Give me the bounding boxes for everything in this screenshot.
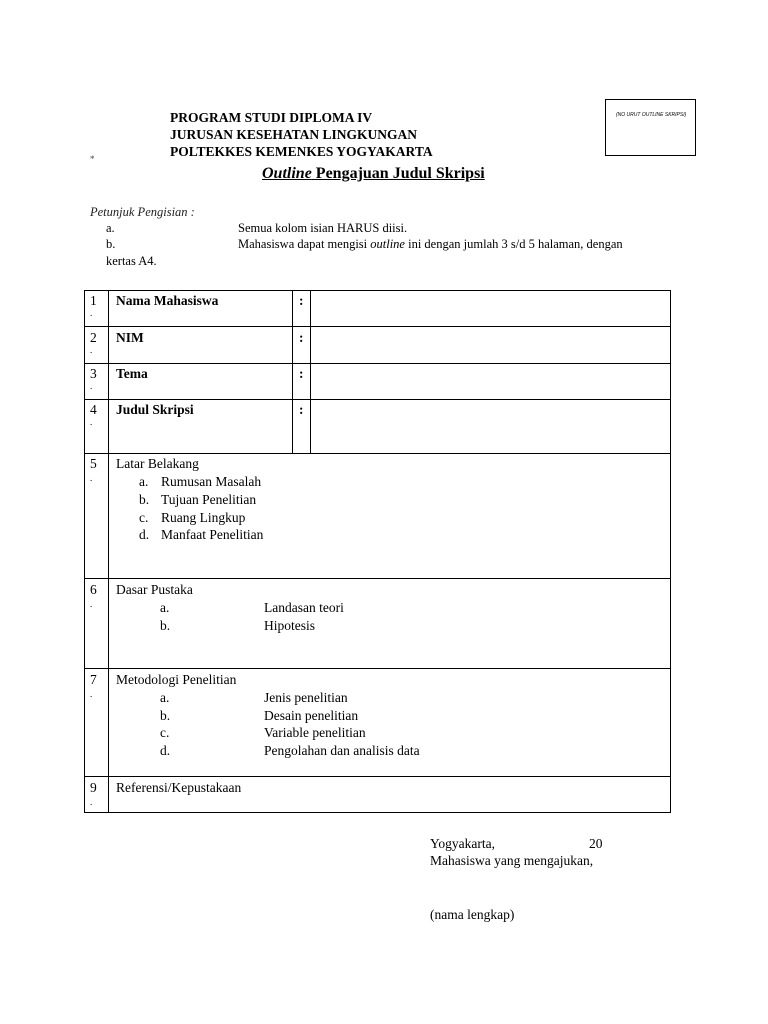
section-7-item-d: Pengolahan dan analisis data bbox=[264, 743, 420, 758]
row-2-colon: : bbox=[299, 330, 304, 345]
section-7-dot: . bbox=[90, 689, 93, 699]
section-5-number: 5 bbox=[90, 456, 97, 471]
row-2-dot: . bbox=[90, 345, 93, 355]
section-7-item-d-letter: d. bbox=[160, 743, 171, 758]
header-line-1: PROGRAM STUDI DIPLOMA IV bbox=[170, 110, 373, 125]
instruction-b-continuation: kertas A4. bbox=[106, 254, 157, 268]
section-9-number: 9 bbox=[90, 780, 97, 795]
row-1-colon: : bbox=[299, 293, 304, 308]
section-6-label: Dasar Pustaka bbox=[116, 582, 193, 597]
section-5-item-a: Rumusan Masalah bbox=[161, 474, 262, 489]
header-line-3: POLTEKKES KEMENKES YOGYAKARTA bbox=[170, 144, 433, 159]
signature-name: (nama lengkap) bbox=[430, 907, 515, 922]
section-6-number: 6 bbox=[90, 582, 97, 597]
section-7-item-a-letter: a. bbox=[160, 690, 170, 705]
row-1-label: Nama Mahasiswa bbox=[116, 293, 219, 308]
row-2-input-field[interactable] bbox=[312, 328, 670, 362]
signature-year: 20 bbox=[589, 836, 603, 851]
instruction-a-text: Semua kolom isian HARUS diisi. bbox=[238, 221, 408, 235]
signature-role: Mahasiswa yang mengajukan, bbox=[430, 853, 594, 868]
outline-number-box bbox=[605, 99, 696, 156]
section-5-item-a-letter: a. bbox=[139, 474, 149, 489]
section-7-item-c-letter: c. bbox=[160, 725, 170, 740]
row-3-dot: . bbox=[90, 381, 93, 391]
section-7-number: 7 bbox=[90, 672, 97, 687]
section-6-item-a: Landasan teori bbox=[264, 600, 344, 615]
instruction-b-text-1: Mahasiswa dapat mengisi bbox=[238, 237, 371, 251]
row-2-number: 2 bbox=[90, 330, 97, 345]
instruction-b-letter: b. bbox=[106, 237, 116, 251]
row-4-number: 4 bbox=[90, 402, 97, 417]
row-4-colon: : bbox=[299, 402, 304, 417]
row-4-dot: . bbox=[90, 417, 93, 427]
instruction-b-italic: outline bbox=[370, 237, 405, 251]
section-7-item-b-letter: b. bbox=[160, 708, 171, 723]
title-italic: Outline bbox=[262, 165, 312, 182]
instruction-a-letter: a. bbox=[106, 221, 115, 235]
row-3-number: 3 bbox=[90, 366, 97, 381]
signature-place: Yogyakarta, bbox=[430, 836, 495, 851]
section-7-item-a: Jenis penelitian bbox=[264, 690, 348, 705]
section-9-dot: . bbox=[90, 797, 93, 807]
instructions-heading: Petunjuk Pengisian : bbox=[90, 205, 195, 219]
section-5-item-d: Manfaat Penelitian bbox=[161, 527, 264, 542]
section-7-item-b: Desain penelitian bbox=[264, 708, 359, 723]
section-5-item-c: Ruang Lingkup bbox=[161, 510, 246, 525]
title-rest: Pengajuan Judul Skripsi bbox=[311, 165, 485, 182]
section-7-label: Metodologi Penelitian bbox=[116, 672, 237, 687]
outline-number-note: (NO URUT OUTLINE SKRIPSI) bbox=[616, 112, 687, 118]
section-6-item-a-letter: a. bbox=[160, 600, 170, 615]
section-9-label: Referensi/Kepustakaan bbox=[116, 780, 242, 795]
section-7-item-c: Variable penelitian bbox=[264, 725, 366, 740]
row-1-number: 1 bbox=[90, 293, 97, 308]
row-1-dot: . bbox=[90, 308, 93, 318]
stray-mark: * bbox=[90, 154, 95, 164]
row-3-input-field[interactable] bbox=[312, 365, 670, 399]
instruction-b-text bbox=[238, 237, 623, 252]
section-6-item-b-letter: b. bbox=[160, 618, 171, 633]
row-4-label: Judul Skripsi bbox=[116, 402, 194, 417]
section-6-item-b: Hipotesis bbox=[264, 618, 316, 633]
section-6-dot: . bbox=[90, 599, 93, 609]
row-2-label: NIM bbox=[116, 330, 144, 345]
row-3-colon: : bbox=[299, 366, 304, 381]
row-4-input-field[interactable] bbox=[312, 401, 670, 453]
header-line-2: JURUSAN KESEHATAN LINGKUNGAN bbox=[170, 127, 418, 142]
section-5-item-c-letter: c. bbox=[139, 510, 149, 525]
section-5-label: Latar Belakang bbox=[116, 456, 199, 471]
section-5-dot: . bbox=[90, 473, 93, 483]
row-3-label: Tema bbox=[116, 366, 148, 381]
instruction-b-text-2: ini dengan jumlah 3 s/d 5 halaman, dengan bbox=[404, 237, 623, 251]
page-title bbox=[262, 165, 485, 183]
row-1-input-field[interactable] bbox=[312, 292, 670, 326]
section-5-item-b-letter: b. bbox=[139, 492, 150, 507]
section-5-item-d-letter: d. bbox=[139, 527, 150, 542]
section-5-item-b: Tujuan Penelitian bbox=[161, 492, 257, 507]
